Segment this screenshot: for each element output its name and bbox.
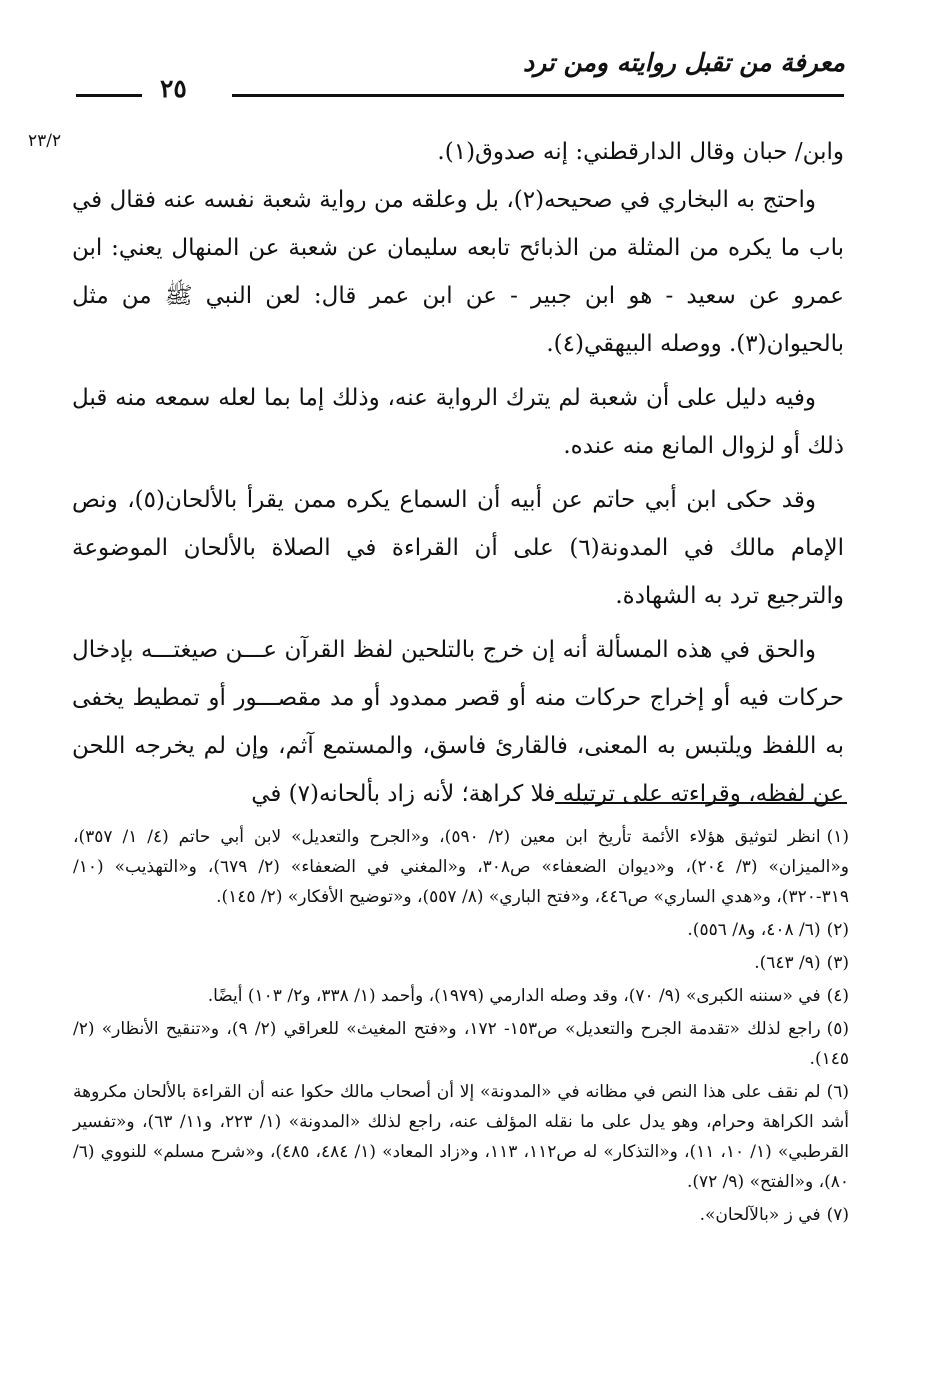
footnote-number: (١) bbox=[826, 827, 850, 847]
footnotes bbox=[73, 822, 849, 1233]
footnote-number: (٤) bbox=[826, 986, 849, 1006]
running-title: معرفة من تقبل روايته ومن ترد bbox=[523, 48, 845, 77]
footnote-number: (٦) bbox=[826, 1082, 849, 1102]
footnote-number: (٥) bbox=[826, 1019, 849, 1039]
footnote-text: في «سننه الكبرى» (٩/ ٧٠)، وقد وصله الدارمي (١٩٧٩)، وأحمد (١/ ٣٣٨، و٢/ ١٠٣) أيضًا. bbox=[207, 986, 821, 1006]
body-paragraph-1: وابن/ حبان وقال الدارقطني: إنه صدوق(١). bbox=[437, 139, 844, 165]
body-paragraph-5: والحق في هذه المسألة أنه إن خرج بالتلحين لفظ القرآن عـــن صيغتـــه بإدخال حركات فيه أو إخراج حركات منه أو قصر ممدود أو مد مقصـــور أو تمطيط يخفى به اللفظ ويلتبس به المعنى، فالقارئ فاسق، والمستمع آثم، وإن لم يخرجه اللحن عن لفظه، وقراءته على ترتيله فلا كراهة؛ لأنه زاد بألحانه(٧) في bbox=[72, 637, 844, 807]
body-paragraph-2: واحتج به البخاري في صحيحه(٢)، بل وعلقه من رواية شعبة نفسه عنه فقال في باب ما يكره من المثلة من الذبائح تابعه سليمان عن شعبة عن المنهال يعني: ابن عمرو عن سعيد - هو ابن جبير - عن ابن عمر قال: لعن النبي ﷺ من مثل بالحيوان(٣). ووصله البيهقي(٤). bbox=[72, 187, 844, 357]
header-rule-long bbox=[232, 94, 844, 97]
footnote-3 bbox=[73, 948, 849, 978]
body-paragraph-3: وفيه دليل على أن شعبة لم يترك الرواية عنه، وذلك إما بما لعله سمعه منه قبل ذلك أو لزوال المانع منه عنده. bbox=[72, 385, 844, 459]
footnote-text: راجع لذلك «تقدمة الجرح والتعديل» ص١٥٣- ١٧٢، و«فتح المغيث» للعراقي (٢/ ٩)، و«تنقيح الأنظار» (٢/ ١٤٥). bbox=[73, 1019, 849, 1069]
footnote-1 bbox=[73, 822, 849, 912]
page-number: ٢٥ bbox=[160, 74, 187, 103]
footnote-4 bbox=[73, 981, 849, 1011]
footnote-separator bbox=[555, 802, 847, 804]
header-rule-short bbox=[76, 94, 142, 97]
footnote-text: (٩/ ٦٤٣). bbox=[754, 953, 821, 973]
footnote-text: (٦/ ٤٠٨، و٨/ ٥٥٦). bbox=[687, 920, 821, 940]
footnote-text: انظر لتوثيق هؤلاء الأئمة تأريخ ابن معين (٢/ ٥٩٠)، و«الجرح والتعديل» لابن أبي حاتم (٤/ ١/ ٣٥٧)، و«الميزان» (٣/ ٢٠٤)، و«ديوان الضعفاء» ص٣٠٨، و«المغني في الضعفاء» (٢/ ٦٧٩)، و«التهذيب» (١٠/ ٣١٩-٣٢٠)، و«هدي الساري» ص٤٤٦، و«فتح الباري» (٨/ ٥٥٧)، و«توضيح الأفكار» (٢/ ١٤٥). bbox=[73, 827, 849, 907]
footnote-text: لم نقف على هذا النص في مظانه في «المدونة» إلا أن أصحاب مالك حكوا عنه أن القراءة بالألحان مكروهة أشد الكراهة وحرام، وهو يدل على ما نقله المؤلف عنه، راجع لذلك «المدونة» (١/ ٢٢٣، و١١/ ٦٣)، و«تفسير القرطبي» (١/ ١٠، ١١)، و«التذكار» له ص١١٢، ١١٣، و«زاد المعاد» (١/ ٤٨٤، ٤٨٥)، و«شرح مسلم» للنووي (٦/ ٨٠)، و«الفتح» (٩/ ٧٢). bbox=[73, 1082, 849, 1192]
footnote-7 bbox=[73, 1200, 849, 1230]
footnote-number: (٢) bbox=[826, 920, 849, 940]
footnote-2 bbox=[73, 915, 849, 945]
footnote-number: (٧) bbox=[826, 1205, 849, 1225]
footnote-5 bbox=[73, 1014, 849, 1074]
main-body-text bbox=[72, 128, 844, 818]
margin-manuscript-reference: ٢٣/٢ bbox=[28, 131, 62, 151]
footnote-6 bbox=[73, 1077, 849, 1197]
footnote-number: (٣) bbox=[826, 953, 849, 973]
footnote-text: في ز «بالآلحان». bbox=[699, 1205, 821, 1225]
body-paragraph-4: وقد حكى ابن أبي حاتم عن أبيه أن السماع يكره ممن يقرأ بالألحان(٥)، ونص الإمام مالك في المدونة(٦) على أن القراءة في الصلاة بالألحان الموضوعة والترجيع ترد به الشهادة. bbox=[72, 487, 844, 609]
